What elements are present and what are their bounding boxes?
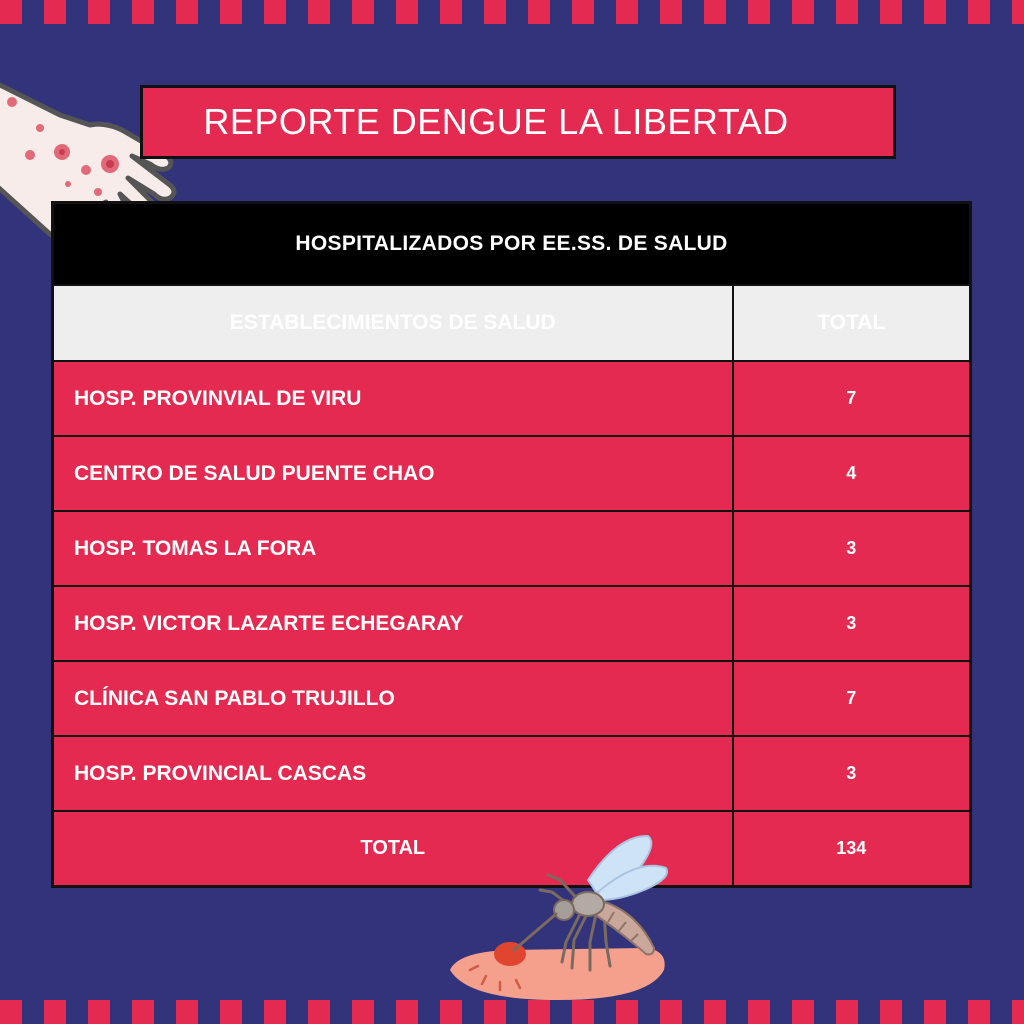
establishment-cell: HOSP. VICTOR LAZARTE ECHEGARAY [53,586,733,661]
total-cell: 7 [733,661,971,736]
top-stripe-border [0,0,1024,24]
table-row [53,586,971,661]
table-row [53,736,971,811]
total-cell: 3 [733,511,971,586]
total-label: TOTAL [53,811,733,887]
column-header-establishment: ESTABLECIMIENTOS DE SALUD [53,285,733,361]
establishment-cell: HOSP. PROVINVIAL DE VIRU [53,361,733,436]
report-title: REPORTE DENGUE LA LIBERTAD [203,101,789,142]
table-row [53,661,971,736]
mosquito-icon [448,830,678,1002]
column-header-total: TOTAL [733,285,971,361]
hospitalized-table [51,201,972,888]
establishment-cell: HOSP. TOMAS LA FORA [53,511,733,586]
bottom-stripe-border [0,1000,1024,1024]
total-cell: 3 [733,736,971,811]
table-caption-row [53,203,971,286]
total-cell: 3 [733,586,971,661]
table-row [53,361,971,436]
total-cell: 4 [733,436,971,511]
total-cell: 7 [733,361,971,436]
total-value: 134 [733,811,971,887]
table-header-row [53,285,971,361]
establishment-cell: CLÍNICA SAN PABLO TRUJILLO [53,661,733,736]
establishment-cell: CENTRO DE SALUD PUENTE CHAO [53,436,733,511]
table-row [53,511,971,586]
establishment-cell: HOSP. PROVINCIAL CASCAS [53,736,733,811]
table-row [53,436,971,511]
table-caption: HOSPITALIZADOS POR EE.SS. DE SALUD [53,203,971,286]
report-title-banner [140,85,896,159]
